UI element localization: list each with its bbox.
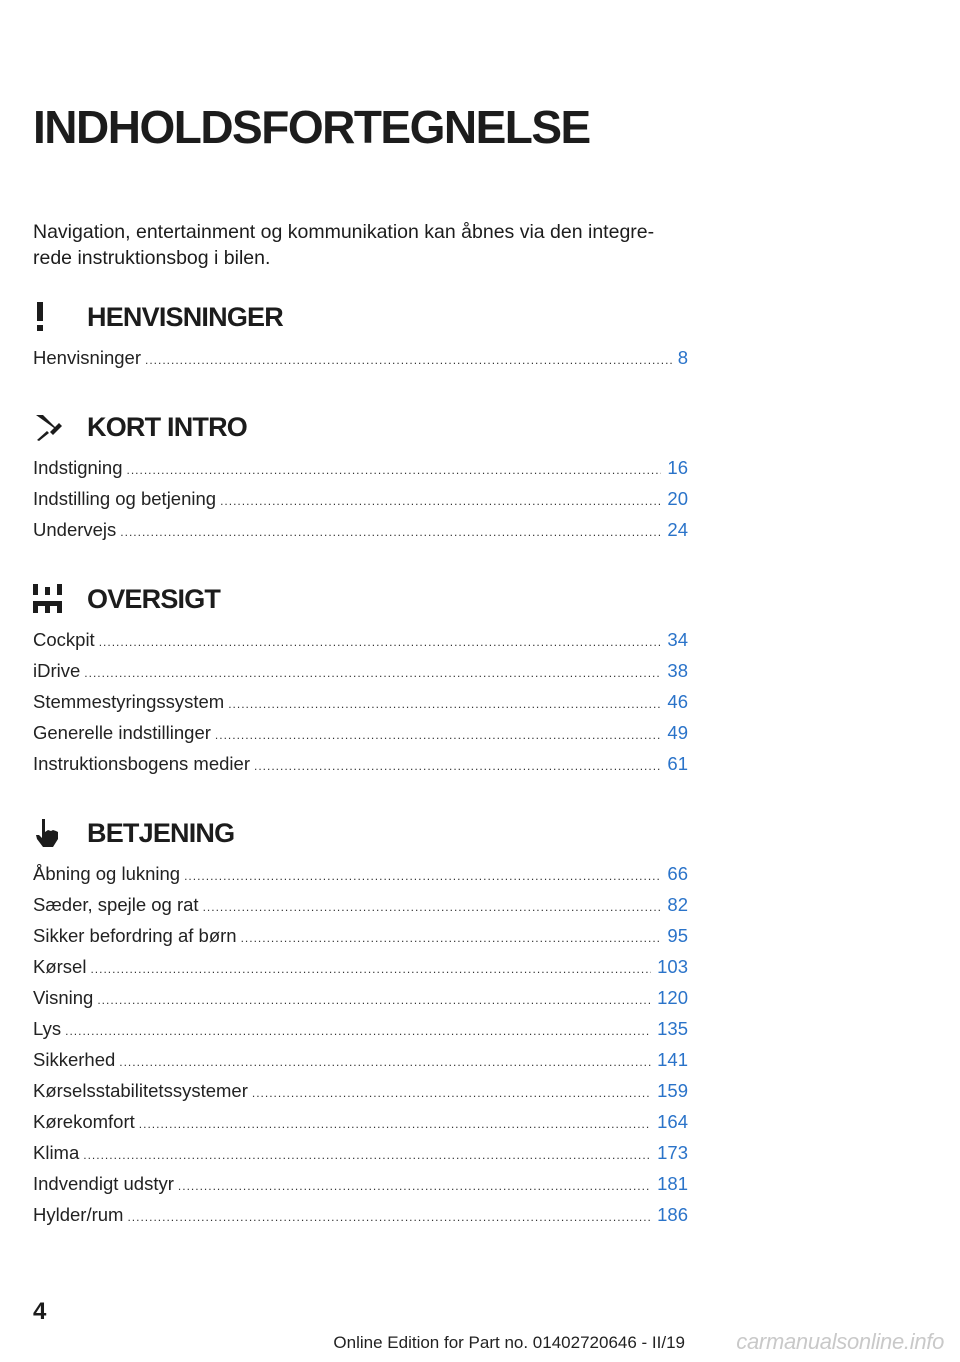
toc-entry-label: Indstilling og betjening [33, 488, 217, 509]
toc-entry-label: Cockpit [33, 629, 95, 650]
toc-entry-label: Undervejs [33, 519, 117, 540]
toc-entry[interactable] [33, 452, 688, 483]
toc-page-link[interactable]: 186 [657, 1204, 688, 1225]
pushpin-icon [33, 409, 79, 445]
toc-page-link[interactable]: 49 [667, 722, 688, 743]
toc-page-link[interactable]: 8 [677, 347, 688, 368]
toc-page-link[interactable]: 159 [657, 1080, 688, 1101]
toc-entry[interactable] [33, 920, 688, 951]
toc-entry-label: Generelle indstillinger [33, 722, 211, 743]
toc-entry-label: Henvisninger [33, 347, 141, 368]
dot-leader [252, 1078, 651, 1109]
section-title: HENVISNINGER [87, 301, 283, 332]
dot-leader [90, 954, 651, 985]
toc-entry[interactable] [33, 655, 688, 686]
toc-entry[interactable] [33, 1137, 688, 1168]
toc-entry-label: Instruktionsbogens medier [33, 753, 250, 774]
section-header [33, 402, 688, 452]
dot-leader [99, 627, 662, 658]
table-of-contents [33, 292, 688, 1230]
toc-section [33, 402, 688, 545]
dot-leader [228, 689, 661, 720]
toc-page-link[interactable]: 82 [667, 894, 688, 915]
toc-page-link[interactable]: 34 [667, 629, 688, 650]
toc-page-link[interactable]: 135 [657, 1018, 688, 1039]
dot-leader [215, 720, 662, 751]
toc-section [33, 292, 688, 373]
dot-leader [254, 751, 661, 782]
dot-leader [120, 517, 661, 548]
section-title: KORT INTRO [87, 411, 247, 442]
toc-entry-label: iDrive [33, 660, 81, 681]
toc-entry-label: Sikkerhed [33, 1049, 116, 1070]
watermark: carmanualsonline.info [736, 1329, 944, 1354]
edition-footer: Online Edition for Part no. 01402720646 - II/19 [333, 1333, 685, 1352]
section-title: OVERSIGT [87, 583, 221, 614]
dot-leader [184, 861, 661, 892]
dot-leader [65, 1016, 651, 1047]
toc-entry[interactable] [33, 717, 688, 748]
toc-page-link[interactable]: 103 [657, 956, 688, 977]
exclamation-icon [33, 299, 79, 335]
toc-entry-label: Kørekomfort [33, 1111, 135, 1132]
toc-page-link[interactable]: 66 [667, 863, 688, 884]
toc-entry[interactable] [33, 1106, 688, 1137]
toc-entry-label: Kørsel [33, 956, 87, 977]
toc-page-link[interactable]: 16 [667, 457, 688, 478]
page-title: INDHOLDSFORTEGNELSE [33, 101, 590, 153]
toc-page-link[interactable]: 120 [657, 987, 688, 1008]
toc-page-link[interactable]: 38 [667, 660, 688, 681]
section-title: BETJENING [87, 817, 235, 848]
toc-entry[interactable] [33, 1168, 688, 1199]
toc-entry-label: Lys [33, 1018, 62, 1039]
toc-entry-label: Kørselsstabilitetssystemer [33, 1080, 248, 1101]
toc-entry-label: Indstigning [33, 457, 123, 478]
dot-leader [84, 658, 661, 689]
toc-page-link[interactable]: 46 [667, 691, 688, 712]
toc-page-link[interactable]: 61 [667, 753, 688, 774]
toc-entry[interactable] [33, 889, 688, 920]
dot-leader [126, 455, 661, 486]
toc-page-link[interactable]: 173 [657, 1142, 688, 1163]
toc-section [33, 574, 688, 779]
toc-entry[interactable] [33, 748, 688, 779]
toc-entry-label: Klima [33, 1142, 80, 1163]
dot-leader [127, 1202, 651, 1233]
section-header [33, 292, 688, 342]
toc-page-link[interactable]: 20 [667, 488, 688, 509]
toc-entry[interactable] [33, 951, 688, 982]
dot-leader [145, 345, 672, 376]
intro-text: Navigation, entertainment og kommunikation kan åbnes via den integre-rede instruktionsbog i bilen. [33, 221, 655, 269]
toc-entry[interactable] [33, 1013, 688, 1044]
toc-entry[interactable] [33, 1075, 688, 1106]
dot-leader [97, 985, 651, 1016]
dot-leader [139, 1109, 651, 1140]
toc-entry-label: Indvendigt udstyr [33, 1173, 174, 1194]
toc-page-link[interactable]: 141 [657, 1049, 688, 1070]
toc-entry[interactable] [33, 686, 688, 717]
toc-entry[interactable] [33, 858, 688, 889]
toc-entry-label: Stemmestyringssystem [33, 691, 225, 712]
hand-pointer-icon [33, 815, 79, 851]
toc-page-link[interactable]: 181 [657, 1173, 688, 1194]
toc-section [33, 808, 688, 1230]
section-header [33, 574, 688, 624]
toc-entry[interactable] [33, 342, 688, 373]
toc-entry[interactable] [33, 1044, 688, 1075]
toc-entry-label: Åbning og lukning [33, 863, 181, 884]
toc-entry-label: Sikker befordring af børn [33, 925, 237, 946]
toc-entry[interactable] [33, 624, 688, 655]
dot-leader [119, 1047, 651, 1078]
dot-leader [241, 923, 662, 954]
section-header [33, 808, 688, 858]
toc-entry-label: Sæder, spejle og rat [33, 894, 199, 915]
toc-entry-label: Visning [33, 987, 94, 1008]
toc-entry-label: Hylder/rum [33, 1204, 124, 1225]
toc-entry[interactable] [33, 514, 688, 545]
toc-entry[interactable] [33, 982, 688, 1013]
dot-leader [220, 486, 661, 517]
toc-entry[interactable] [33, 1199, 688, 1230]
toc-page-link[interactable]: 164 [657, 1111, 688, 1132]
grid-icon [33, 581, 79, 617]
toc-entry[interactable] [33, 483, 688, 514]
toc-page-link[interactable]: 24 [667, 519, 688, 540]
toc-page-link[interactable]: 95 [667, 925, 688, 946]
dot-leader [203, 892, 662, 923]
dot-leader [178, 1171, 651, 1202]
dot-leader [83, 1140, 651, 1171]
page-number: 4 [33, 1298, 47, 1325]
